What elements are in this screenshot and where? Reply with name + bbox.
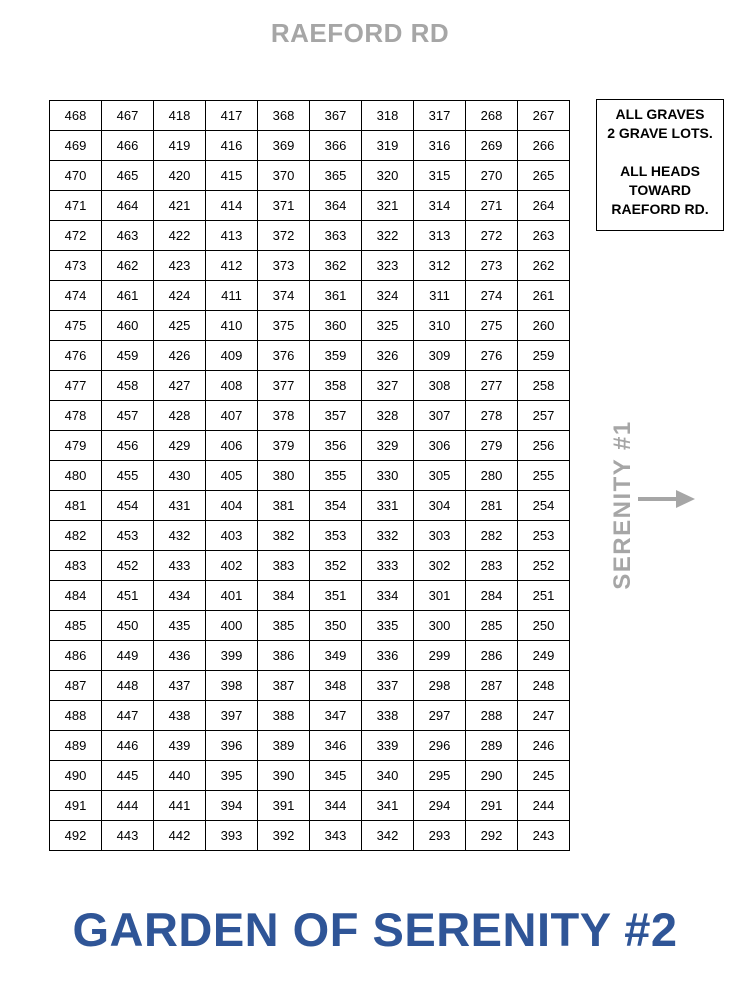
grave-lot-cell: 405 [206,461,258,491]
note-spacer [597,143,723,162]
grave-lot-cell: 455 [102,461,154,491]
grave-lot-cell: 420 [154,161,206,191]
grave-lot-cell: 396 [206,731,258,761]
grave-lot-cell: 483 [50,551,102,581]
grid-row [50,791,570,821]
grave-lot-cell: 433 [154,551,206,581]
grave-lot-cell: 302 [414,551,466,581]
grid-row [50,641,570,671]
grave-lot-cell: 296 [414,731,466,761]
grave-lot-cell: 394 [206,791,258,821]
grid-row [50,491,570,521]
grave-lot-cell: 285 [466,611,518,641]
grave-lot-cell: 485 [50,611,102,641]
grid-row [50,221,570,251]
grave-lot-cell: 308 [414,371,466,401]
grave-lot-cell: 480 [50,461,102,491]
grave-lot-cell: 367 [310,101,362,131]
note-line: TOWARD [629,182,691,198]
grave-lot-cell: 351 [310,581,362,611]
grave-lot-cell: 294 [414,791,466,821]
grave-lot-cell: 305 [414,461,466,491]
grave-lot-cell: 444 [102,791,154,821]
grave-lot-cell: 295 [414,761,466,791]
grid-body [50,101,570,851]
grave-lot-cell: 470 [50,161,102,191]
grave-lot-cell: 259 [518,341,570,371]
grave-lot-cell: 350 [310,611,362,641]
grave-lot-cell: 255 [518,461,570,491]
grave-lot-cell: 330 [362,461,414,491]
grave-lot-cell: 468 [50,101,102,131]
grave-lot-cell: 418 [154,101,206,131]
grave-lot-cell: 403 [206,521,258,551]
grave-lot-cell: 421 [154,191,206,221]
grave-lot-cell: 315 [414,161,466,191]
grave-lot-cell: 352 [310,551,362,581]
grave-lot-cell: 434 [154,581,206,611]
grave-lot-cell: 424 [154,281,206,311]
grave-lot-cell: 416 [206,131,258,161]
grave-lot-cell: 490 [50,761,102,791]
grave-lot-cell: 357 [310,401,362,431]
grid-row [50,401,570,431]
grave-lot-cell: 389 [258,731,310,761]
grave-lot-cell: 293 [414,821,466,851]
grave-lot-cell: 246 [518,731,570,761]
grave-lot-cell: 244 [518,791,570,821]
note-line: ALL GRAVES [615,106,705,122]
grave-lot-cell: 325 [362,311,414,341]
grave-lot-cell: 287 [466,671,518,701]
grave-lot-cell: 309 [414,341,466,371]
grave-lot-cell: 440 [154,761,206,791]
grave-lot-cell: 271 [466,191,518,221]
grave-lot-cell: 395 [206,761,258,791]
grave-lot-cell: 438 [154,701,206,731]
grave-lot-cell: 436 [154,641,206,671]
grid-row [50,191,570,221]
grave-lot-cell: 278 [466,401,518,431]
grave-lot-cell: 461 [102,281,154,311]
grave-lot-cell: 353 [310,521,362,551]
grave-lot-cell: 412 [206,251,258,281]
grave-lot-cell: 272 [466,221,518,251]
grave-lot-cell: 379 [258,431,310,461]
grave-lot-cell: 284 [466,581,518,611]
grave-lot-cell: 383 [258,551,310,581]
grave-lot-cell: 300 [414,611,466,641]
grave-lot-cell: 465 [102,161,154,191]
grave-lot-cell: 392 [258,821,310,851]
grave-lot-cell: 476 [50,341,102,371]
grave-lot-cell: 312 [414,251,466,281]
grave-lot-cell: 339 [362,731,414,761]
grave-lot-cell: 423 [154,251,206,281]
grave-lot-cell: 297 [414,701,466,731]
adjacent-section-label: SERENITY #1 [609,420,636,590]
grave-lot-cell: 270 [466,161,518,191]
grave-lot-cell: 426 [154,341,206,371]
grave-lot-cell: 251 [518,581,570,611]
grave-lot-cell: 406 [206,431,258,461]
grid-row [50,701,570,731]
grave-lot-cell: 316 [414,131,466,161]
grave-lot-cell: 355 [310,461,362,491]
grid-row [50,281,570,311]
grave-lot-cell: 253 [518,521,570,551]
grave-lot-cell: 264 [518,191,570,221]
grave-lot-cell: 358 [310,371,362,401]
grave-lot-cell: 252 [518,551,570,581]
grave-lot-cell: 269 [466,131,518,161]
grave-lot-cell: 289 [466,731,518,761]
grid-row [50,551,570,581]
grave-lot-cell: 448 [102,671,154,701]
note-line: RAEFORD RD. [611,201,709,217]
grave-lot-cell: 469 [50,131,102,161]
grave-lot-cell: 323 [362,251,414,281]
grave-lot-cell: 484 [50,581,102,611]
grave-lot-cell: 283 [466,551,518,581]
grave-lot-cell: 286 [466,641,518,671]
grave-lot-cell: 450 [102,611,154,641]
grave-lot-cell: 475 [50,311,102,341]
grave-lot-cell: 429 [154,431,206,461]
grave-lot-cell: 478 [50,401,102,431]
notes-box [596,99,724,231]
grid-row [50,161,570,191]
grave-lot-cell: 280 [466,461,518,491]
grave-lot-cell: 303 [414,521,466,551]
grave-lot-cell: 267 [518,101,570,131]
grave-lot-cell: 318 [362,101,414,131]
grave-lot-cell: 373 [258,251,310,281]
grid-row [50,761,570,791]
grave-lot-cell: 457 [102,401,154,431]
grave-lot-cell: 452 [102,551,154,581]
grave-lot-cell: 341 [362,791,414,821]
grave-lot-cell: 260 [518,311,570,341]
grave-lot-cell: 472 [50,221,102,251]
grave-lot-cell: 266 [518,131,570,161]
grave-lot-cell: 410 [206,311,258,341]
grave-lot-cell: 462 [102,251,154,281]
grave-lot-cell: 345 [310,761,362,791]
grave-lot-cell: 311 [414,281,466,311]
grave-lot-cell: 254 [518,491,570,521]
grave-lot-cell: 374 [258,281,310,311]
grave-lot-cell: 332 [362,521,414,551]
grave-lot-cell: 401 [206,581,258,611]
grave-lot-cell: 281 [466,491,518,521]
grave-lot-cell: 398 [206,671,258,701]
grave-lot-cell: 439 [154,731,206,761]
grave-lot-cell: 404 [206,491,258,521]
grave-lot-cell: 431 [154,491,206,521]
grave-lot-cell: 317 [414,101,466,131]
grid-row [50,671,570,701]
grave-lot-cell: 443 [102,821,154,851]
grave-lot-cell: 354 [310,491,362,521]
grave-lot-cell: 257 [518,401,570,431]
grave-lot-cell: 360 [310,311,362,341]
grave-lot-cell: 348 [310,671,362,701]
grave-lot-cell: 334 [362,581,414,611]
grid-row [50,371,570,401]
grave-lot-cell: 310 [414,311,466,341]
grave-lot-cell: 415 [206,161,258,191]
grave-lot-cell: 467 [102,101,154,131]
grave-lot-cell: 313 [414,221,466,251]
grid-row [50,581,570,611]
grave-lot-cell: 386 [258,641,310,671]
grave-lot-cell: 372 [258,221,310,251]
grid-row [50,521,570,551]
grave-lot-cell: 471 [50,191,102,221]
grave-lot-cell: 248 [518,671,570,701]
grave-lot-cell: 298 [414,671,466,701]
grave-lot-cell: 364 [310,191,362,221]
grave-lot-cell: 427 [154,371,206,401]
grave-lot-cell: 456 [102,431,154,461]
grave-lot-cell: 277 [466,371,518,401]
grave-lot-cell: 473 [50,251,102,281]
grave-lot-cell: 408 [206,371,258,401]
grave-lot-cell: 390 [258,761,310,791]
grave-lot-cell: 320 [362,161,414,191]
grave-lot-cell: 492 [50,821,102,851]
grave-lot-cell: 368 [258,101,310,131]
grave-lot-cell: 338 [362,701,414,731]
grave-lot-cell: 459 [102,341,154,371]
grave-lot-cell: 486 [50,641,102,671]
grave-lot-cell: 342 [362,821,414,851]
grave-lot-cell: 437 [154,671,206,701]
grave-lot-cell: 322 [362,221,414,251]
grave-lot-cell: 258 [518,371,570,401]
grid-row [50,731,570,761]
grid-row [50,461,570,491]
grave-lot-cell: 375 [258,311,310,341]
grave-lot-cell: 474 [50,281,102,311]
grave-lot-cell: 347 [310,701,362,731]
grave-lot-cell: 393 [206,821,258,851]
grid-row [50,251,570,281]
grave-lot-cell: 378 [258,401,310,431]
grave-lot-cell: 301 [414,581,466,611]
grid-row [50,821,570,851]
grave-lot-cell: 479 [50,431,102,461]
grave-lot-cell: 333 [362,551,414,581]
grave-lot-cell: 335 [362,611,414,641]
grave-lot-cell: 247 [518,701,570,731]
grave-lot-cell: 488 [50,701,102,731]
grave-lot-cell: 292 [466,821,518,851]
grave-lot-cell: 331 [362,491,414,521]
grave-lot-cell: 365 [310,161,362,191]
grave-lot-cell: 477 [50,371,102,401]
grave-lot-cell: 273 [466,251,518,281]
grave-lot-cell: 451 [102,581,154,611]
grave-lot-cell: 304 [414,491,466,521]
grave-lot-cell: 245 [518,761,570,791]
grave-lot-cell: 362 [310,251,362,281]
grave-lot-cell: 329 [362,431,414,461]
grave-lot-cell: 279 [466,431,518,461]
grave-lot-cell: 417 [206,101,258,131]
grave-lot-cell: 282 [466,521,518,551]
grave-lot-cell: 460 [102,311,154,341]
grave-lot-cell: 487 [50,671,102,701]
note-line: 2 GRAVE LOTS. [607,125,713,141]
grave-lot-cell: 366 [310,131,362,161]
grave-lot-cell: 388 [258,701,310,731]
grave-lot-cell: 384 [258,581,310,611]
grave-lot-cell: 314 [414,191,466,221]
grave-lot-cell: 291 [466,791,518,821]
grave-lot-cell: 449 [102,641,154,671]
grid-row [50,611,570,641]
grave-lot-cell: 391 [258,791,310,821]
grave-lot-cell: 445 [102,761,154,791]
grave-lot-cell: 337 [362,671,414,701]
note-line: ALL HEADS [620,163,700,179]
grave-lot-cell: 321 [362,191,414,221]
grave-lot-cell: 413 [206,221,258,251]
grave-lot-cell: 387 [258,671,310,701]
grave-lot-cell: 275 [466,311,518,341]
grave-lot-cell: 411 [206,281,258,311]
grave-lot-cell: 306 [414,431,466,461]
grave-lot-cell: 446 [102,731,154,761]
grave-lot-cell: 380 [258,461,310,491]
grave-lot-cell: 453 [102,521,154,551]
grave-lot-cell: 356 [310,431,362,461]
grave-lot-cell: 428 [154,401,206,431]
grave-lot-cell: 319 [362,131,414,161]
grave-lot-cell: 268 [466,101,518,131]
grid-row [50,431,570,461]
grave-lot-cell: 435 [154,611,206,641]
grave-lot-cell: 458 [102,371,154,401]
grave-lot-cell: 425 [154,311,206,341]
grave-lot-cell: 442 [154,821,206,851]
grave-lot-cell: 359 [310,341,362,371]
grave-lot-cell: 430 [154,461,206,491]
grave-lot-cell: 419 [154,131,206,161]
grave-lot-cell: 463 [102,221,154,251]
grid-row [50,131,570,161]
grave-lot-cell: 290 [466,761,518,791]
grave-lot-cell: 381 [258,491,310,521]
grave-lot-cell: 399 [206,641,258,671]
grave-lot-cell: 299 [414,641,466,671]
grave-lot-cell: 262 [518,251,570,281]
grave-lot-cell: 361 [310,281,362,311]
grave-lot-cell: 340 [362,761,414,791]
grave-lot-cell: 344 [310,791,362,821]
grave-lot-cell: 491 [50,791,102,821]
grave-lot-cell: 307 [414,401,466,431]
grave-lot-cell: 432 [154,521,206,551]
grave-lot-cell: 243 [518,821,570,851]
grave-lot-cell: 466 [102,131,154,161]
grave-lot-cell: 464 [102,191,154,221]
grave-lot-cell: 288 [466,701,518,731]
page-title: GARDEN OF SERENITY #2 [72,903,678,956]
road-label: RAEFORD RD [270,18,450,48]
grave-lot-cell: 441 [154,791,206,821]
grave-lot-cell: 276 [466,341,518,371]
grave-lot-cell: 250 [518,611,570,641]
grave-lot-cell: 422 [154,221,206,251]
grave-lot-cell: 407 [206,401,258,431]
arrow-right-icon [638,488,698,510]
grid-row [50,311,570,341]
grave-lot-cell: 327 [362,371,414,401]
grave-lot-cell: 409 [206,341,258,371]
grave-lot-cell: 265 [518,161,570,191]
grave-lot-cell: 249 [518,641,570,671]
grave-lot-cell: 385 [258,611,310,641]
grave-lot-cell: 326 [362,341,414,371]
grave-lot-cell: 447 [102,701,154,731]
grave-lot-cell: 454 [102,491,154,521]
grave-lot-cell: 382 [258,521,310,551]
grave-lot-cell: 414 [206,191,258,221]
grave-lot-cell: 376 [258,341,310,371]
grave-plot-grid [49,100,570,851]
grave-lot-cell: 324 [362,281,414,311]
grave-lot-cell: 489 [50,731,102,761]
grave-lot-cell: 371 [258,191,310,221]
grave-lot-cell: 481 [50,491,102,521]
grave-lot-cell: 369 [258,131,310,161]
grave-lot-cell: 363 [310,221,362,251]
grave-lot-cell: 274 [466,281,518,311]
grid-row [50,101,570,131]
grave-lot-cell: 377 [258,371,310,401]
grid-row [50,341,570,371]
grave-lot-cell: 336 [362,641,414,671]
grave-lot-cell: 482 [50,521,102,551]
grave-lot-cell: 328 [362,401,414,431]
grave-lot-cell: 397 [206,701,258,731]
grave-lot-cell: 346 [310,731,362,761]
grave-lot-cell: 370 [258,161,310,191]
grave-lot-cell: 263 [518,221,570,251]
grave-lot-cell: 256 [518,431,570,461]
grave-lot-cell: 402 [206,551,258,581]
grave-lot-cell: 343 [310,821,362,851]
grave-lot-cell: 349 [310,641,362,671]
grave-lot-cell: 261 [518,281,570,311]
grave-lot-cell: 400 [206,611,258,641]
